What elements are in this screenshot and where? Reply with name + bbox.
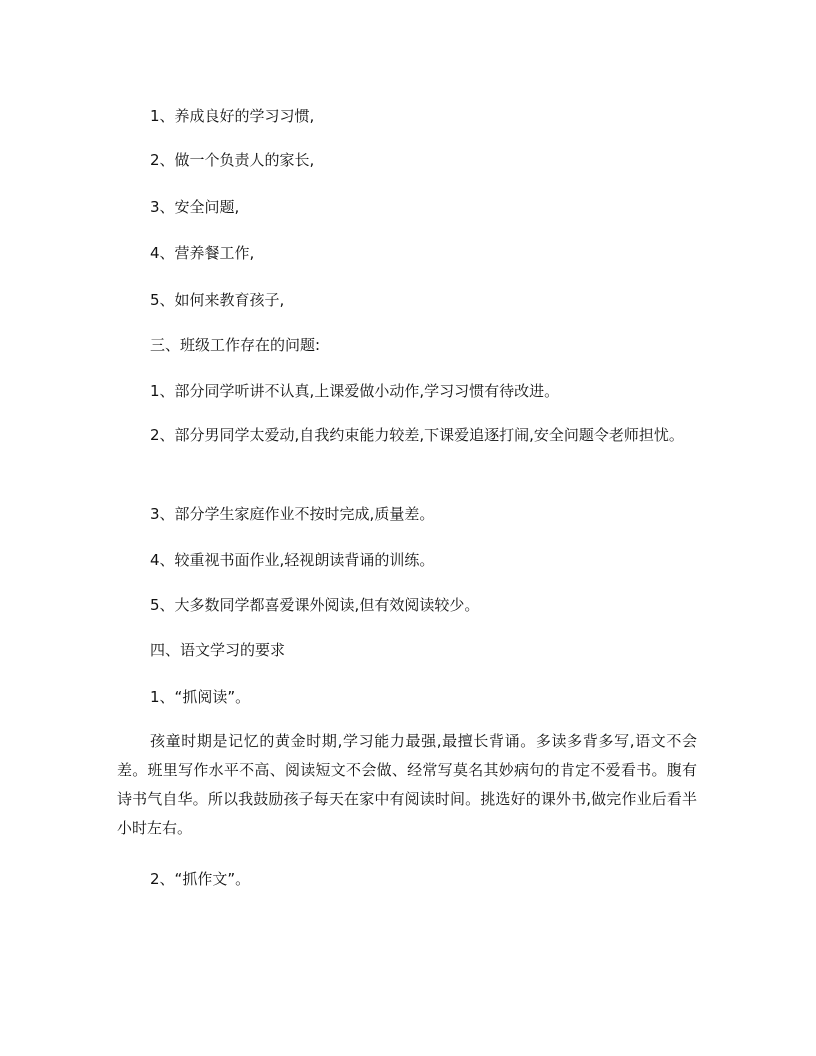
list-item: 4、营养餐工作,: [150, 244, 255, 262]
body-paragraph: 孩童时期是记忆的黄金时期,学习能力最强,最擅长背诵。多读多背多写,语文不会差。班里写作水平不高、阅读短文不会做、经常写莫名其妙病句的肯定不爱看书。腹有诗书气自华。所以我鼓励孩子每天在家中有阅读时间。挑选好的课外书,做完作业后看半小时左右。: [117, 732, 697, 837]
problem-item: 3、部分学生家庭作业不按时完成,质量差。: [150, 505, 435, 523]
subsection-heading: 2、“抓作文”。: [150, 870, 251, 888]
list-item: 2、做一个负责人的家长,: [150, 151, 315, 169]
subsection-heading: 1、“抓阅读”。: [150, 688, 251, 706]
list-item: 5、如何来教育孩子,: [150, 291, 285, 309]
list-item: 1、养成良好的学习习惯,: [150, 107, 315, 125]
problem-item: 4、较重视书面作业,轻视朗读背诵的训练。: [150, 551, 435, 569]
problem-item: 1、部分同学听讲不认真,上课爱做小动作,学习习惯有待改进。: [150, 382, 560, 400]
list-item: 3、安全问题,: [150, 198, 240, 216]
section-heading: 四、语文学习的要求: [150, 641, 286, 659]
problem-item: 5、大多数同学都喜爱课外阅读,但有效阅读较少。: [150, 596, 480, 614]
problem-item: 2、部分男同学太爱动,自我约束能力较差,下课爱追逐打闹,安全问题令老师担忧。: [150, 426, 684, 444]
section-heading: 三、班级工作存在的问题:: [150, 336, 321, 354]
